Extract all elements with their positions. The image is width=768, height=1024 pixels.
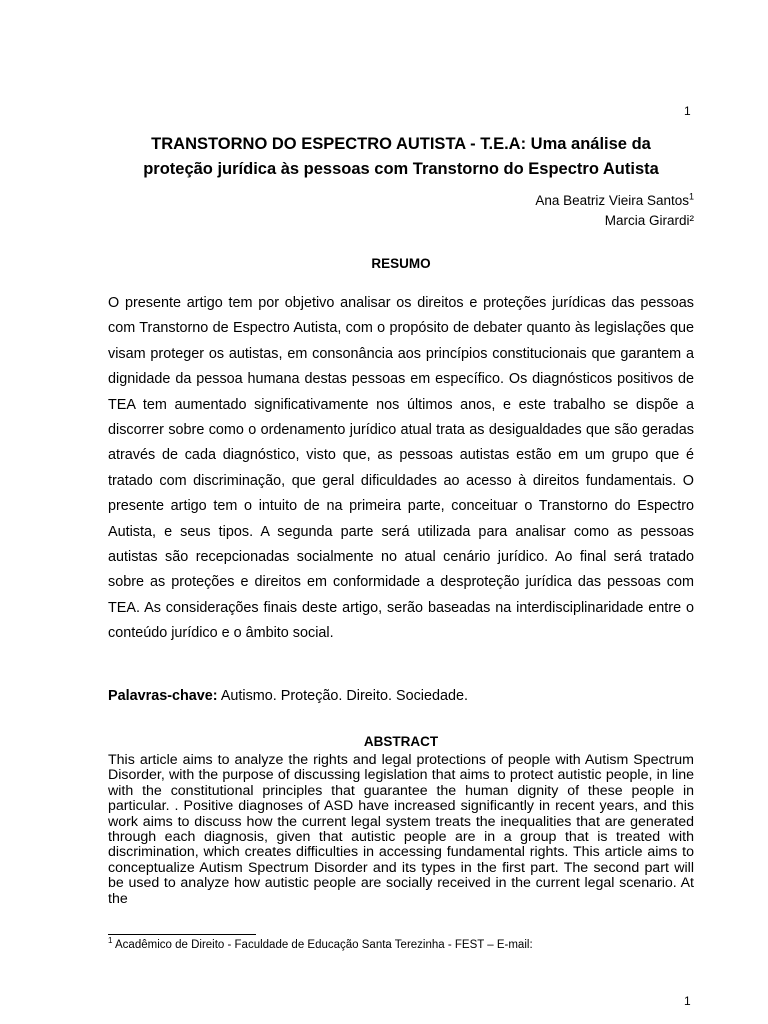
abstract-heading: ABSTRACT (363, 734, 439, 749)
keywords-text: Autismo. Proteção. Direito. Sociedade. (217, 688, 468, 704)
author-2 (430, 211, 694, 231)
page-number-top: 1 (684, 104, 691, 118)
footnote (108, 936, 694, 951)
abstract-body: This article aims to analyze the rights and legal protections of people with Autism Spectrum Disorder, with the purpose of discussing legislation that aims to protect autistic people, in line with the constitutional principles that guarantee the human dignity of these people in particular. . Positive diagnoses of ASD have increased significantly in recent years, and this work aims to discuss how the current legal system treats the inequalities that are generated through each diagnosis, given that autistic people are in a group that is treated with discrimination, which creates difficulties in accessing fundamental rights. This article aims to conceptualize Autism Spectrum Disorder and its types in the first part. The second part will be used to analyze how autistic people are socially received in the current legal scenario. At the (108, 752, 694, 907)
page-number-bottom: 1 (684, 994, 691, 1008)
author-1-footnote-mark: 1 (688, 191, 694, 202)
author-2-name: Marcia Girardi² (604, 213, 694, 228)
title-line-1: TRANSTORNO DO ESPECTRO AUTISTA - T.E.A: Uma análise da (151, 135, 651, 153)
footnote-text: Acadêmico de Direito - Faculdade de Educação Santa Terezinha - FEST – E-mail: (112, 939, 533, 951)
paper-title (108, 132, 694, 182)
keywords-label: Palavras-chave: (108, 688, 218, 704)
footnote-mark: 1 (108, 936, 113, 946)
resumo-body: O presente artigo tem por objetivo analisar os direitos e proteções jurídicas das pessoas com Transtorno de Espectro Autista, com o propósito de debater quanto às legislações que visam proteger os autistas, em consonância aos princípios constitucionais que garantem a dignidade da pessoa humana destas pessoas em específico. Os diagnósticos positivos de TEA tem aumentado significativamente nos últimos anos, e este trabalho se dispõe a discorrer sobre como o ordenamento jurídico atual trata as desigualdades que são geradas através de cada diagnóstico, visto que, as pessoas autistas estão em um grupo que é tratado com discriminação, que geral dificuldades ao acesso à direitos fundamentais. O presente artigo tem o intuito de na primeira parte, conceituar o Transtorno do Espectro Autista, e seus tipos. A segunda parte será utilizada para analisar como as pessoas autistas são recepcionadas socialmente no atual cenário jurídico. Ao final será tratado sobre as proteções e direitos em conformidade a desproteção jurídica das pessoas com TEA. As considerações finais deste artigo, serão baseadas na interdisciplinaridade entre o conteúdo jurídico e o âmbito social. (108, 295, 694, 642)
keywords (108, 688, 694, 704)
author-list (430, 191, 694, 231)
author-1-name: Ana Beatriz Vieira Santos (535, 193, 689, 208)
resumo-heading: RESUMO (371, 256, 431, 271)
title-line-2: proteção jurídica às pessoas com Transtorno do Espectro Autista (143, 160, 659, 178)
author-1 (430, 191, 694, 211)
footnote-divider (108, 934, 256, 935)
